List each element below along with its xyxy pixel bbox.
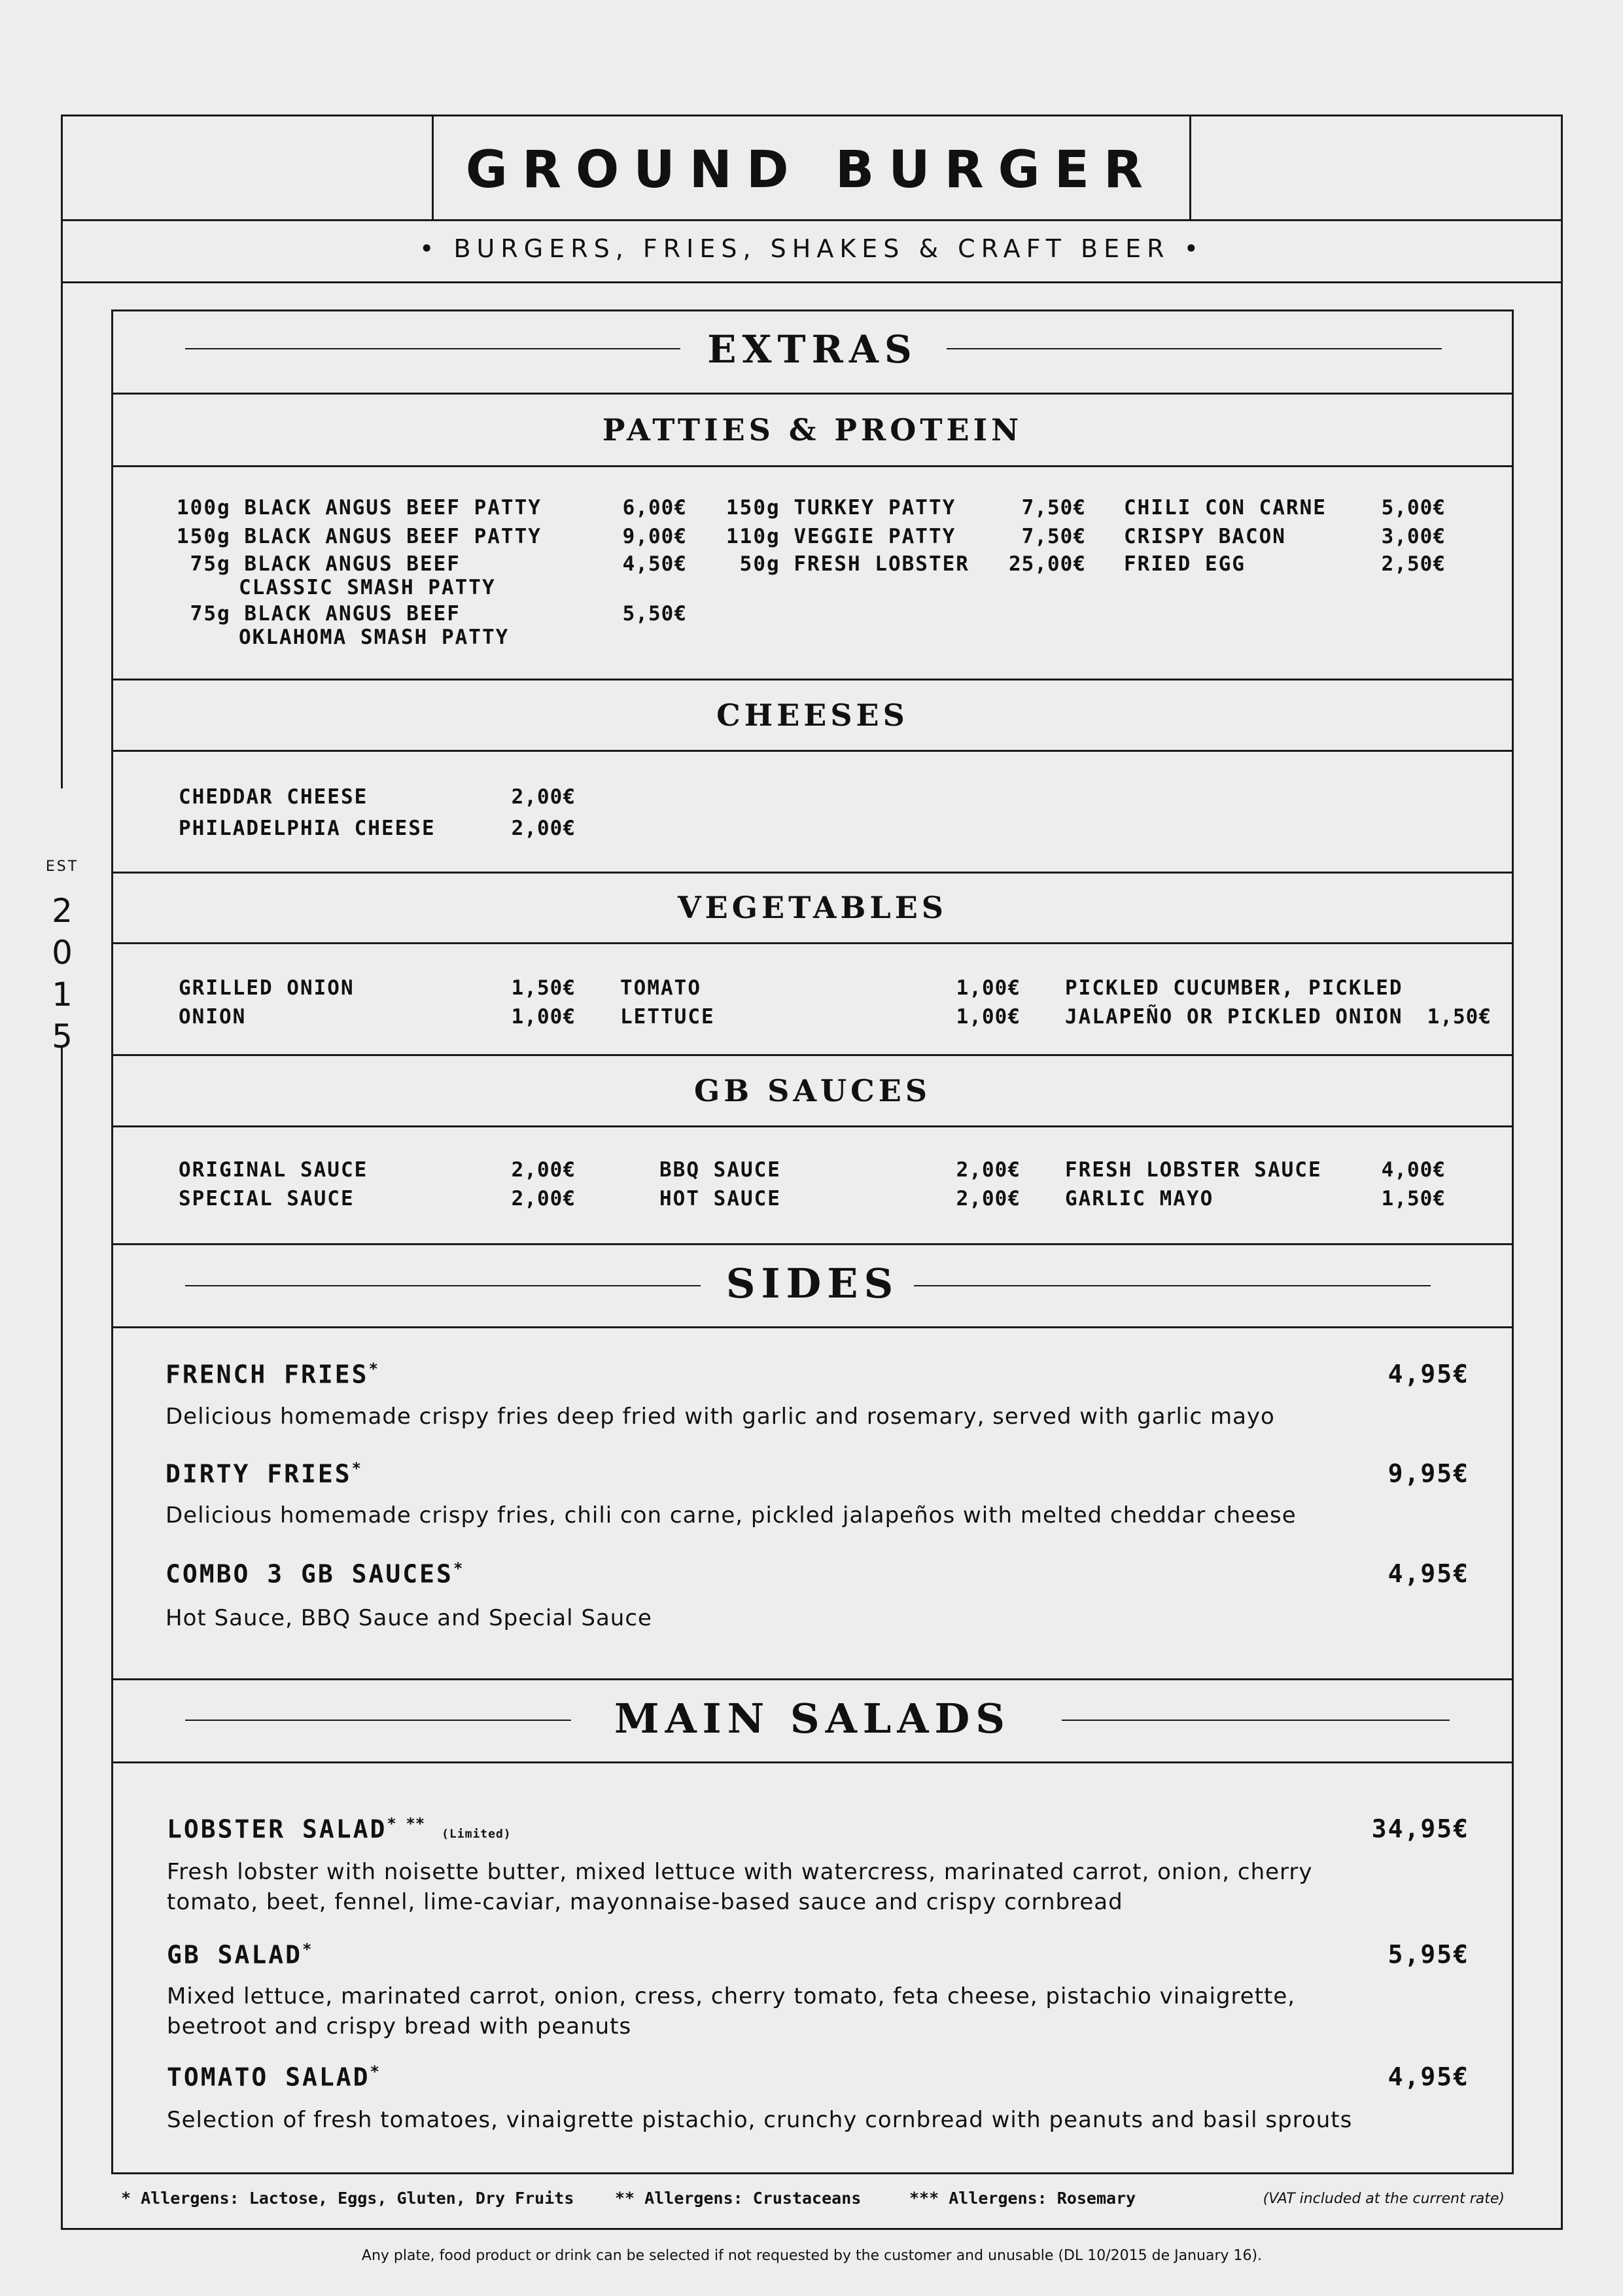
vegetables-title: VEGETABLES xyxy=(677,890,947,925)
sauce-item-name: BBQ SAUCE xyxy=(659,1158,781,1182)
est-year xyxy=(39,890,85,1057)
vegetable-item-name: PICKLED CUCUMBER, PICKLED xyxy=(1065,976,1403,1000)
vegetable-item-name-line2: JALAPEÑO OR PICKLED ONION xyxy=(1065,1005,1403,1029)
sauce-item-price: 2,00€ xyxy=(956,1187,1021,1210)
salad-name: TOMATO SALAD* xyxy=(167,2062,379,2092)
patty-item-price: 9,00€ xyxy=(622,525,687,548)
est-digit: 5 xyxy=(52,1017,73,1055)
sauce-item-price: 2,00€ xyxy=(511,1158,576,1182)
vegetable-item-price: 1,00€ xyxy=(956,976,1021,1000)
vegetable-item-price: 1,00€ xyxy=(956,1005,1021,1029)
allergen-note: Allergens: Rosemary xyxy=(949,2189,1136,2208)
salad-name: GB SALAD* xyxy=(167,1940,312,1969)
vegetable-item-name: ONION xyxy=(179,1005,247,1029)
side-price: 9,95€ xyxy=(1387,1459,1469,1488)
side-description: Delicious homemade crispy fries deep fried with garlic and rosemary, served with garlic mayo xyxy=(166,1404,1275,1430)
est-digit: 0 xyxy=(52,934,73,972)
patty-item-price: 4,50€ xyxy=(622,552,687,576)
vegetable-item-price: 1,00€ xyxy=(511,1005,576,1029)
protein-item-name: CRISPY BACON xyxy=(1124,525,1286,548)
allergen-legend xyxy=(909,2189,1136,2208)
salad-name: LOBSTER SALAD* ** (Limited) xyxy=(167,1814,512,1844)
sauce-item-name: GARLIC MAYO xyxy=(1065,1187,1214,1210)
sauce-item-name: SPECIAL SAUCE xyxy=(179,1187,355,1210)
allergen-legend xyxy=(615,2189,861,2208)
cheese-item-price: 2,00€ xyxy=(511,785,576,809)
legal-disclaimer: Any plate, food product or drink can be selected if not requested by the customer and unusable (DL 10/2015 de January 16). xyxy=(361,2248,1263,2264)
vegetable-item-price: 1,50€ xyxy=(511,976,576,1000)
patty-item-price: 6,00€ xyxy=(622,496,687,520)
est-digit: 2 xyxy=(52,892,73,930)
patty-item-name: 100g BLACK ANGUS BEEF PATTY xyxy=(177,496,542,520)
protein-item-price: 2,50€ xyxy=(1381,552,1446,576)
allergen-legend xyxy=(121,2189,574,2208)
patty-item-name: 110g VEGGIE PATTY xyxy=(726,525,956,548)
sides-title: SIDES xyxy=(725,1260,899,1307)
allergen-note: Allergens: Lactose, Eggs, Gluten, Dry Fruits xyxy=(141,2189,574,2208)
patty-item-price: 7,50€ xyxy=(1021,496,1086,520)
patty-item-name: 50g FRESH LOBSTER xyxy=(726,552,969,576)
side-price: 4,95€ xyxy=(1387,1559,1469,1588)
est-digit: 1 xyxy=(52,976,73,1014)
patty-item-name-line2: CLASSIC SMASH PATTY xyxy=(239,576,496,599)
est-label: EST xyxy=(45,858,79,875)
salad-price: 5,95€ xyxy=(1387,1940,1469,1969)
patty-item-name: 75g BLACK ANGUS BEEF xyxy=(177,552,461,576)
protein-item-price: 3,00€ xyxy=(1381,525,1446,548)
salad-description: Selection of fresh tomatoes, vinaigrette pistachio, crunchy cornbread with peanuts and basil sprouts xyxy=(167,2107,1353,2133)
patty-item-name: 75g BLACK ANGUS BEEF xyxy=(177,602,461,626)
sauce-item-name: ORIGINAL SAUCE xyxy=(179,1158,368,1182)
brand-title: GROUND BURGER xyxy=(465,141,1158,200)
tagline: • BURGERS, FRIES, SHAKES & CRAFT BEER • xyxy=(419,234,1205,263)
allergen-mark: ** xyxy=(615,2189,635,2208)
cheese-item-name: PHILADELPHIA CHEESE xyxy=(179,817,436,840)
sauce-item-price: 4,00€ xyxy=(1381,1158,1446,1182)
protein-item-name: CHILI CON CARNE xyxy=(1124,496,1327,520)
salads-title: MAIN SALADS xyxy=(614,1695,1011,1742)
patty-item-price: 25,00€ xyxy=(1009,552,1086,576)
patty-item-price: 7,50€ xyxy=(1021,525,1086,548)
vegetable-item-name: GRILLED ONION xyxy=(179,976,355,1000)
side-description: Delicious homemade crispy fries, chili con carne, pickled jalapeños with melted cheddar cheese xyxy=(166,1502,1297,1528)
patty-item-name: 150g TURKEY PATTY xyxy=(726,496,956,520)
salad-description: Mixed lettuce, marinated carrot, onion, cress, cherry tomato, feta cheese, pistachio vinaigrette, beetroot and crispy bread with peanuts xyxy=(167,1983,1296,2040)
side-name: COMBO 3 GB SAUCES* xyxy=(166,1559,463,1589)
protein-item-price: 5,00€ xyxy=(1381,496,1446,520)
cheese-item-price: 2,00€ xyxy=(511,817,576,840)
sauce-item-price: 1,50€ xyxy=(1381,1187,1446,1210)
cheese-item-name: CHEDDAR CHEESE xyxy=(179,785,368,809)
sauces-title: GB SAUCES xyxy=(693,1073,932,1108)
vegetable-item-name: TOMATO xyxy=(620,976,701,1000)
vegetable-item-price: 1,50€ xyxy=(1427,1005,1492,1029)
extras-title: EXTRAS xyxy=(707,327,918,372)
patty-item-price: 5,50€ xyxy=(622,602,687,626)
salad-price: 34,95€ xyxy=(1371,1814,1469,1843)
side-name: FRENCH FRIES* xyxy=(166,1360,378,1389)
sauce-item-price: 2,00€ xyxy=(511,1187,576,1210)
salad-description: Fresh lobster with noisette butter, mixed lettuce with watercress, marinated carrot, onion, cherry tomato, beet, fennel, lime-caviar, mayonnaise-based sauce and crispy cornbread xyxy=(167,1859,1313,1915)
cheeses-title: CHEESES xyxy=(716,698,909,733)
vat-note: (VAT included at the current rate) xyxy=(1263,2191,1505,2207)
side-price: 4,95€ xyxy=(1387,1360,1469,1388)
side-name: DIRTY FRIES* xyxy=(166,1459,362,1489)
vegetable-item-name: LETTUCE xyxy=(620,1005,715,1029)
patty-item-name-line2: OKLAHOMA SMASH PATTY xyxy=(239,626,510,649)
patty-item-name: 150g BLACK ANGUS BEEF PATTY xyxy=(177,525,542,548)
sauce-item-name: FRESH LOBSTER SAUCE xyxy=(1065,1158,1322,1182)
protein-item-name: FRIED EGG xyxy=(1124,552,1246,576)
side-description: Hot Sauce, BBQ Sauce and Special Sauce xyxy=(166,1605,652,1631)
allergen-note: Allergens: Crustaceans xyxy=(644,2189,862,2208)
allergen-mark: *** xyxy=(909,2189,939,2208)
sauce-item-price: 2,00€ xyxy=(956,1158,1021,1182)
salad-price: 4,95€ xyxy=(1387,2062,1469,2091)
sauce-item-name: HOT SAUCE xyxy=(659,1187,781,1210)
patties-title: PATTIES & PROTEIN xyxy=(602,412,1023,448)
allergen-mark: * xyxy=(121,2189,131,2208)
